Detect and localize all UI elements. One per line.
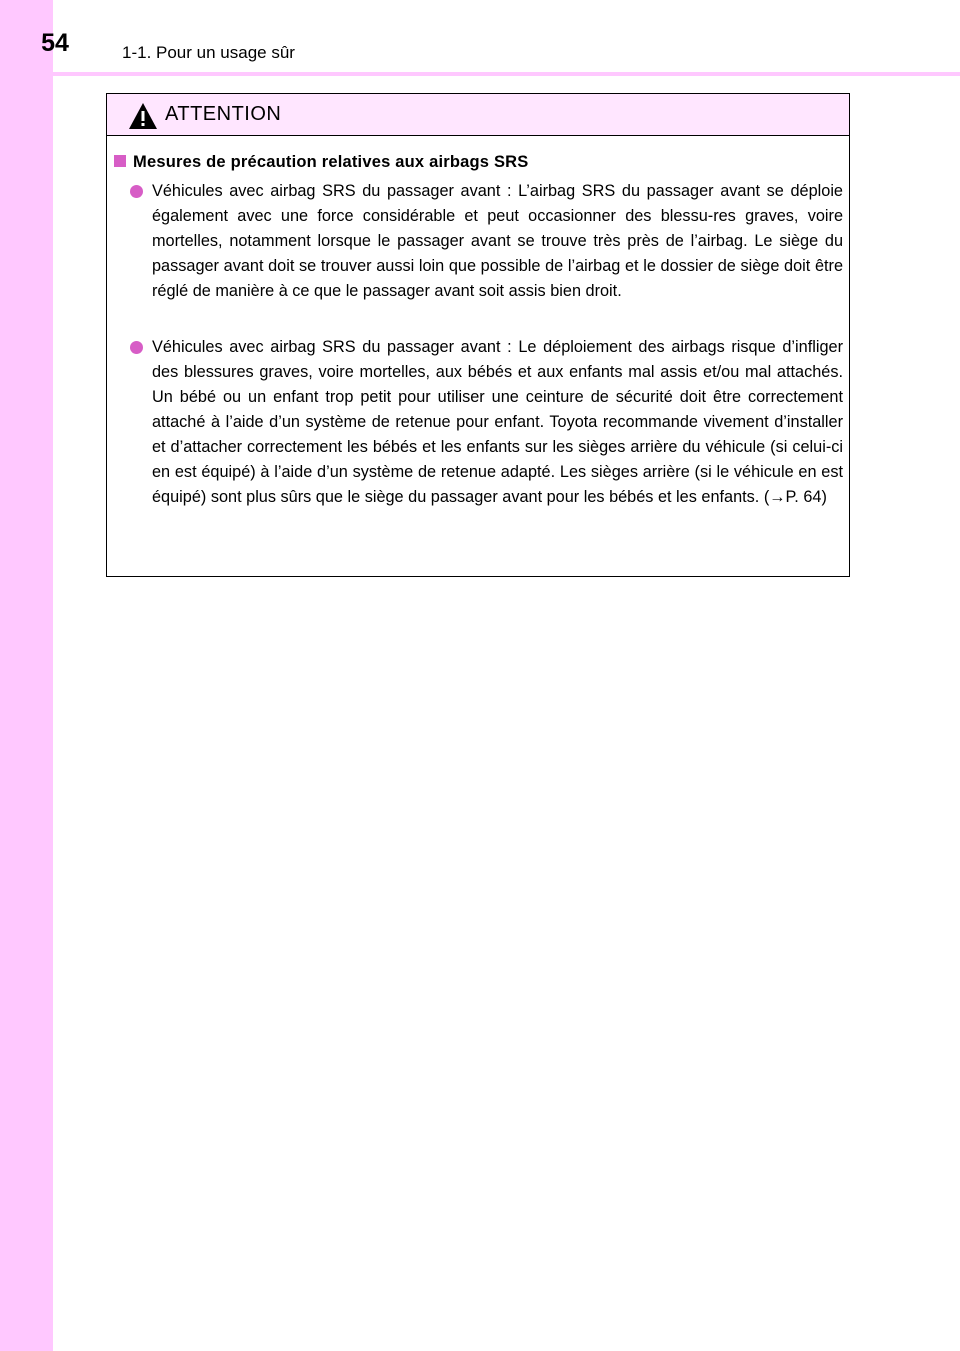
page-header (0, 0, 960, 73)
section-title: 1-1. Pour un usage sûr (122, 43, 295, 62)
side-tab-strip (0, 0, 53, 1351)
list-item-text: Véhicules avec airbag SRS du passager avant : L’airbag SRS du passager avant se déploie également avec une force considérable et peut occasionner des blessu-res graves, voire mortelles, notamment lorsque le passager avant se trouve très près de l’airbag. Le siège du passager avant doit se trouver aussi loin que possible de l’airbag et le dossier de siège doit être réglé de manière à ce que le passager avant soit assis bien droit. (152, 182, 843, 300)
square-bullet-icon (114, 155, 126, 167)
list-item-text: Véhicules avec airbag SRS du passager avant : Le déploiement des airbags risque d’infliger des blessures graves, voire mortelles, aux bébés et aux enfants mal assis et/ou mal attachés. Un bébé ou un enfant trop petit pour utiliser une ceinture de sécurité doit être correctement attaché à l’aide d’un système de retenue pour enfant. Toyota recommande vivement d’installer et d’attacher correctement les bébés et les enfants sur les sièges arrière du véhicule (si celui-ci en est équipé) à l’aide d’un système de retenue adapté. Les sièges arrière (si le véhicule en est équipé) sont plus sûrs que le siège du passager avant pour les bébés et les enfants. (→P. 64) (152, 338, 843, 506)
circle-bullet-icon (130, 341, 143, 354)
warning-subheading (114, 151, 528, 173)
page-number: 54 (41, 29, 69, 57)
circle-bullet-icon (130, 185, 143, 198)
header-divider (53, 72, 960, 76)
subheading-text: Mesures de précaution relatives aux airbags SRS (133, 153, 529, 171)
warning-header (107, 94, 849, 136)
warning-title: ATTENTION (165, 103, 282, 125)
list-item (130, 335, 843, 510)
warning-box (106, 93, 850, 577)
list-item (130, 179, 843, 304)
warning-triangle-icon (128, 102, 158, 130)
